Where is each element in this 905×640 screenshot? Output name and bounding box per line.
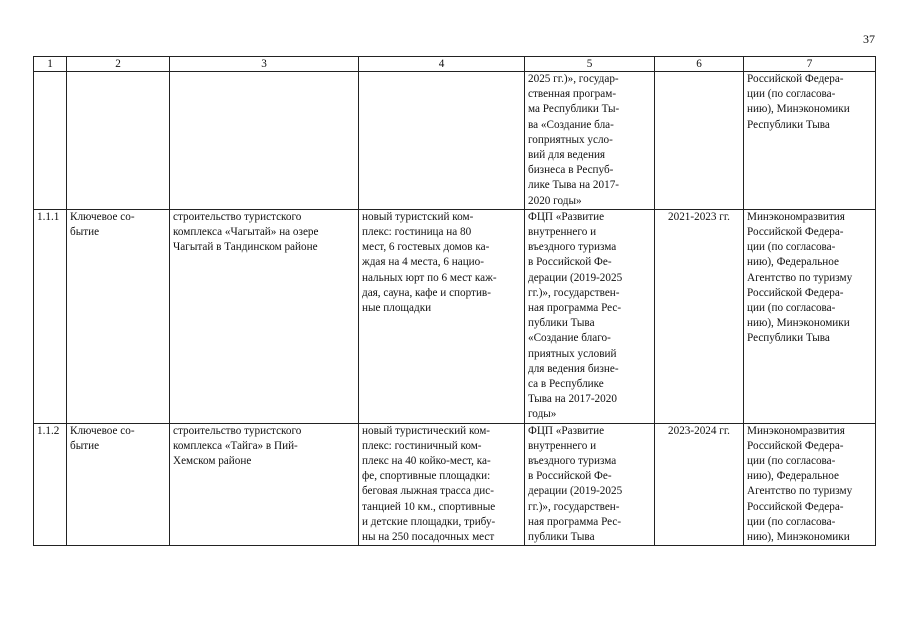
events-table xyxy=(33,56,876,546)
column-header: 5 xyxy=(525,57,655,72)
cell-type xyxy=(67,72,170,210)
cell-type: Ключевое со- бытие xyxy=(67,423,170,546)
header-row xyxy=(34,57,876,72)
cell-responsible: Минэкономразвития Российской Федера- ции (по согласова- нию), Федеральное Агентство по туризму Российской Федера- ции (по согласова- нию), Минэкономики xyxy=(744,423,876,546)
column-header: 3 xyxy=(170,57,359,72)
cell-period xyxy=(655,72,744,210)
cell-result: новый туристический ком- плекс: гостиничный ком- плекс на 40 койко-мест, ка- фе, спортивные площадки: беговая лыжная трасса дис- танцией 10 км., спортивные и детские площадки, трибу- ны на 250 посадочных мест xyxy=(359,423,525,546)
column-header: 4 xyxy=(359,57,525,72)
cell-event: строительство туристского комплекса «Тайга» в Пий- Хемском районе xyxy=(170,423,359,546)
table-row xyxy=(34,209,876,423)
column-header: 7 xyxy=(744,57,876,72)
cell-period: 2021-2023 гг. xyxy=(655,209,744,423)
cell-event: строительство туристского комплекса «Чагытай» на озере Чагытай в Тандинском районе xyxy=(170,209,359,423)
cell-responsible: Минэкономразвития Российской Федера- ции (по согласова- нию), Федеральное Агентство по туризму Российской Федера- ции (по согласова- нию), Минэкономики Республики Тыва xyxy=(744,209,876,423)
cell-number: 1.1.2 xyxy=(34,423,67,546)
cell-number xyxy=(34,72,67,210)
cell-type: Ключевое со- бытие xyxy=(67,209,170,423)
column-header: 6 xyxy=(655,57,744,72)
cell-source: ФЦП «Развитие внутреннего и въездного туризма в Российской Фе- дерации (2019-2025 гг.)», государствен- ная программа Рес- публики Тыва xyxy=(525,423,655,546)
table-row xyxy=(34,423,876,546)
page-number: 37 xyxy=(863,32,875,46)
cell-number: 1.1.1 xyxy=(34,209,67,423)
cell-event xyxy=(170,72,359,210)
cell-result xyxy=(359,72,525,210)
cell-source: ФЦП «Развитие внутреннего и въездного туризма в Российской Фе- дерации (2019-2025 гг.)», государствен- ная программа Рес- публики Тыва «Создание благо- приятных условий для ведения бизне- са в Республике Тыва на 2017-2020 годы» xyxy=(525,209,655,423)
column-header: 1 xyxy=(34,57,67,72)
cell-result: новый туристский ком- плекс: гостиница на 80 мест, 6 гостевых домов ка- ждая на 4 места, 6 нацио- нальных юрт по 6 мест каж- дая, сауна, кафе и спортив- ные площадки xyxy=(359,209,525,423)
cell-source: 2025 гг.)», государ- ственная програм- ма Республики Ты- ва «Создание бла- гоприятных усло- вий для ведения бизнеса в Респуб- лике Тыва на 2017- 2020 годы» xyxy=(525,72,655,210)
table-row xyxy=(34,72,876,210)
cell-responsible: Российской Федера- ции (по согласова- нию), Минэкономики Республики Тыва xyxy=(744,72,876,210)
cell-period: 2023-2024 гг. xyxy=(655,423,744,546)
column-header: 2 xyxy=(67,57,170,72)
